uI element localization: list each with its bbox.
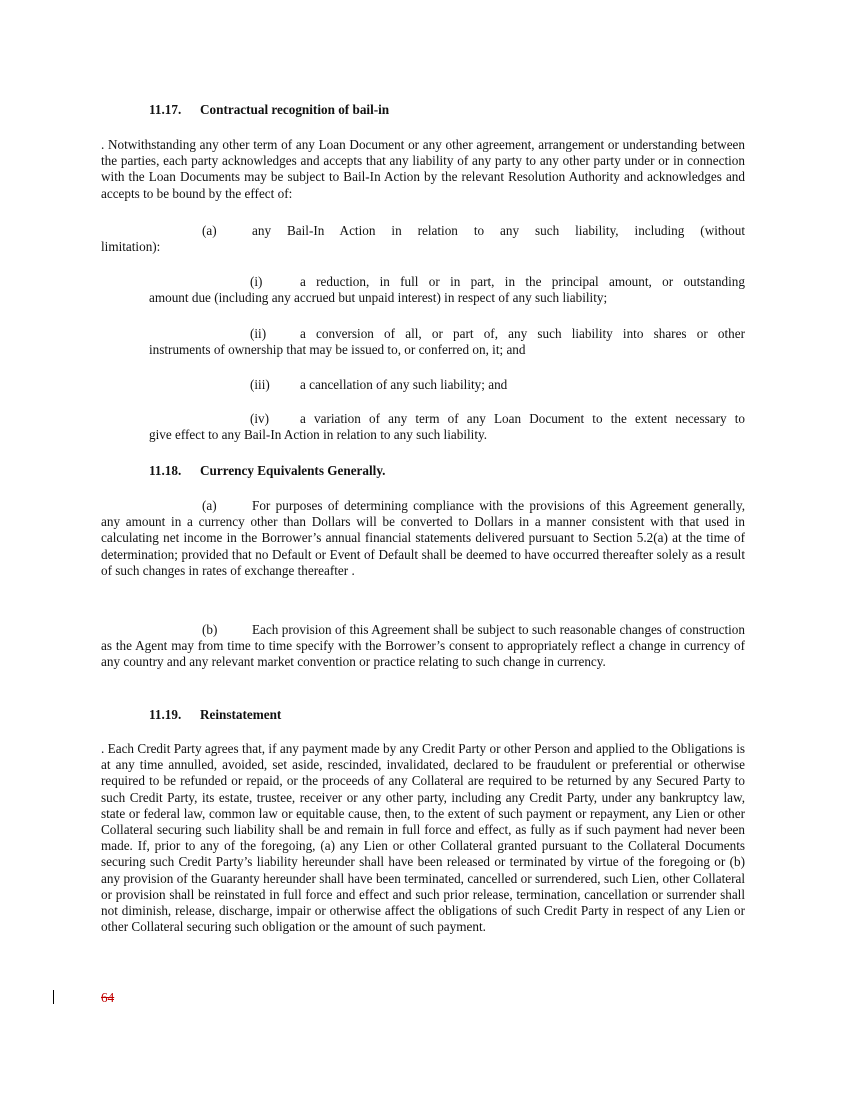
clause-first-line: (i) a reduction, in full or in part, in the principal amount, or outstanding [250,274,745,289]
section-11-18-heading [149,463,385,479]
clause-label: (ii) [250,326,267,341]
clause-label: (a) [202,498,217,513]
section-11-19-body: . Each Credit Party agrees that, if any payment made by any Credit Party or other Person and applied to the Obligations is at any time annulled, avoided, set aside, rescinded, invalidated, declared to be fraudulent or preferential or otherwise required to be refunded or repaid, or the proceeds of any Collateral are required to be returned by any Secured Party to such Credit Party, its estate, trustee, receiver or any other party, including any Credit Party, under any bankruptcy law, state or federal law, common law or equitable cause, then, to the extent of such payment or repayment, any Lien or other Collateral securing such liability shall be and remain in full force and effect, as fully as if such payment had never been made. If, prior to any of the foregoing, (a) any Lien or other Collateral granted pursuant to the Collateral Documents securing such Credit Party’s liability hereunder shall have been released or terminated by virtue of the foregoing or (b) any provision of the Guaranty hereunder shall have been terminated, cancelled or surrendered, such Lien, other Collateral or provision shall be reinstated in full force and effect and such prior release, termination, cancellation or surrender shall not diminish, release, discharge, impair or otherwise affect the obligations of such Credit Party in respect of any Lien or other Collateral securing such obligation or the amount of such payment. [101,741,745,935]
clause-11-17-iv [149,411,745,443]
change-bar [53,990,54,1004]
clause-first-line: (iii) a cancellation of any such liability; and [250,377,508,392]
clause-continuation: amount due (including any accrued but unpaid interest) in respect of any such liability; [149,290,608,306]
clause-11-18-b [101,622,745,671]
section-11-19-heading [149,707,281,723]
clause-first-line: (iv) a variation of any term of any Loan Document to the extent necessary to [250,411,745,426]
section-number: 11.18. [149,463,182,478]
clause-first-line: (a) any Bail-In Action in relation to any such liability, including (without [202,223,745,238]
section-number: 11.19. [149,707,182,722]
clause-11-17-iii [149,377,745,393]
clause-11-17-ii [149,326,745,358]
clause-text: For purposes of determining compliance with the provisions of this Agreement generally, any amount in a currency other than Dollars will be converted to Dollars in a manner consistent with that used in calculating net income in the Borrower’s annual financial statements delivered pursuant to Section 5.2(a) at the time of determination; provided that no Default or Event of Default shall be deemed to have occurred thereafter solely as a result of such changes in rates of exchange thereafter . [101,498,745,578]
section-title: Reinstatement [200,707,282,722]
clause-text: Each provision of this Agreement shall be subject to such reasonable changes of construction as the Agent may from time to time specify with the Borrower’s consent to appropriately reflect a change in currency of any country and any relevant market convention or practice relating to such change in currency. [101,622,745,670]
clause-continuation: limitation): [101,239,161,255]
clause-11-18-a [101,498,745,579]
clause-continuation: give effect to any Bail-In Action in relation to any such liability. [149,427,488,443]
clause-label: (iii) [250,377,270,392]
clause-11-17-a [101,223,745,255]
clause-label: (i) [250,274,263,289]
clause-label: (a) [202,223,217,238]
section-title: Contractual recognition of bail-in [200,102,390,117]
clause-label: (iv) [250,411,270,426]
section-title: Currency Equivalents Generally. [200,463,386,478]
clause-first-line: (ii) a conversion of all, or part of, any such liability into shares or other [250,326,745,341]
clause-11-17-i [149,274,745,306]
page-number: 64 [101,990,115,1005]
clause-continuation: instruments of ownership that may be issued to, or conferred on, it; and [149,342,526,358]
section-number: 11.17. [149,102,182,117]
section-11-17-intro: . Notwithstanding any other term of any Loan Document or any other agreement, arrangement or understanding between the parties, each party acknowledges and accepts that any liability of any party to any other party under or in connection with the Loan Documents may be subject to Bail-In Action by the relevant Resolution Authority and acknowledges and accepts to be bound by the effect of: [101,137,745,201]
clause-label: (b) [202,622,218,637]
section-11-17-heading [149,102,389,118]
